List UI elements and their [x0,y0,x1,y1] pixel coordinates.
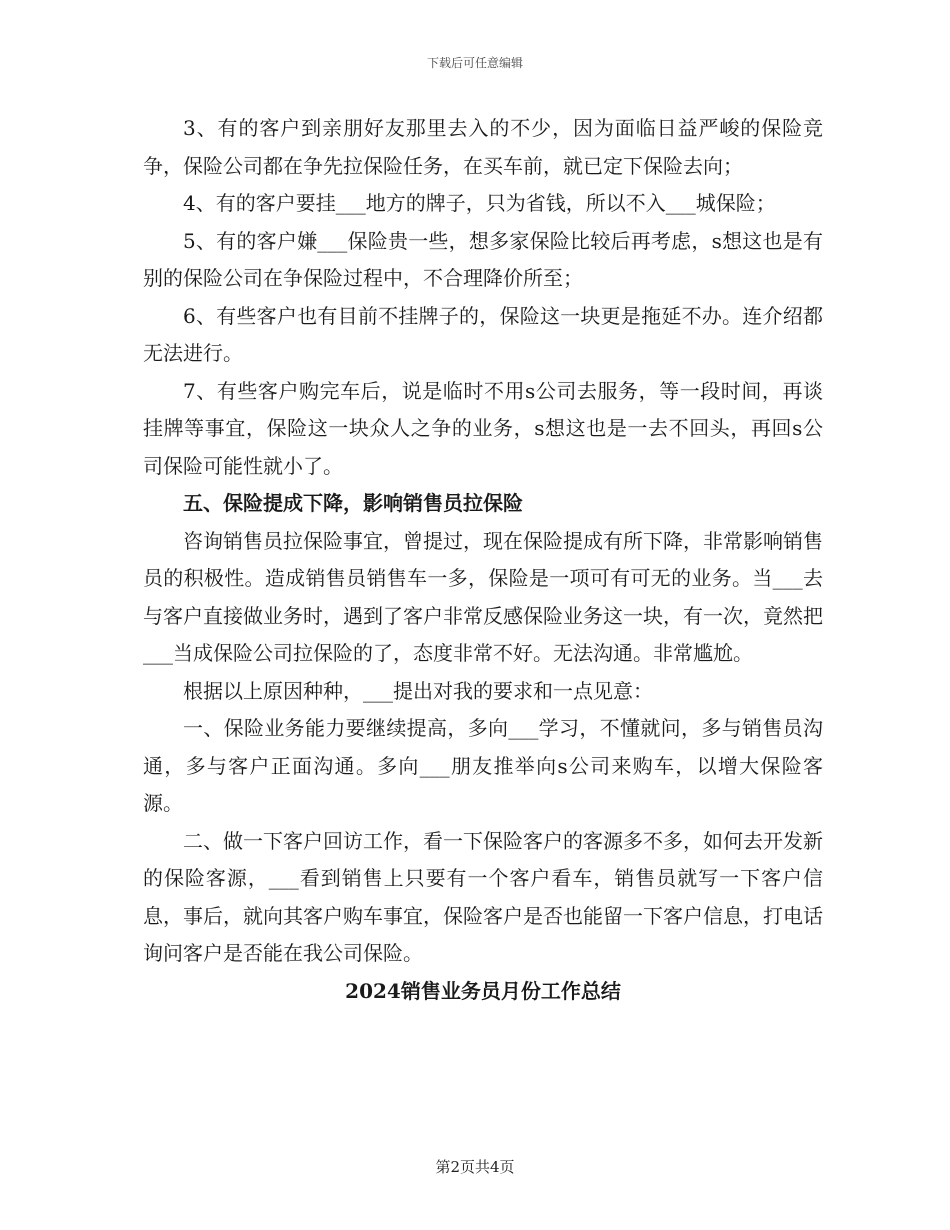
section-heading-5: 五、保险提成下降，影响销售员拉保险 [183,491,523,515]
paragraph-item-6: 6、有些客户也有目前不挂牌子的，保险这一块更是拖延不办。连介绍都无法进行。 [143,303,823,365]
page-footer: 第2页共4页 [435,1158,515,1176]
document-body [143,110,823,1010]
paragraph-item-3: 3、有的客户到亲朋好友那里去入的不少，因为面临日益严峻的保险竞争，保险公司都在争先拉保险任务，在买车前，就已定下保险去向； [143,116,823,178]
document-title: 2024销售业务员月份工作总结 [345,978,621,1003]
paragraph-requirement-2: 二、做一下客户回访工作，看一下保险客户的客源多不多，如何去开发新的保险客源，___看到销售上只要有一个客户看车，销售员就写一下客户信息，事后，就向其客户购车事宜，保险客户是否也能留一下客户信息，打电话询问客户是否能在我公司保险。 [143,828,823,965]
paragraph-item-7: 7、有些客户购完车后，说是临时不用s公司去服务，等一段时间，再谈挂牌等事宜，保险这一块众人之争的业务，s想这也是一去不回头，再回s公司保险可能性就小了。 [143,378,823,478]
paragraph-requirement-1: 一、保险业务能力要继续提高，多向___学习，不懂就问，多与销售员沟通，多与客户正面沟通。多向___朋友推举向s公司来购车，以增大保险客源。 [143,716,823,815]
paragraph-item-5: 5、有的客户嫌___保险贵一些，想多家保险比较后再考虑，s想这也是有别的保险公司在争保险过程中，不合理降价所至； [143,228,823,290]
paragraph-requirements-intro: 根据以上原因种种，___提出对我的要求和一点见意： [183,678,653,703]
paragraph-item-4: 4、有的客户要挂___地方的牌子，只为省钱，所以不入___城保险； [183,191,776,215]
paragraph-consult: 咨询销售员拉保险事宜，曾提过，现在保险提成有所下降，非常影响销售员的积极性。造成销售员销售车一多，保险是一项可有可无的业务。当___去与客户直接做业务时，遇到了客户非常反感保险业务这一块，有一次，竟然把___当成保险公司拉保险的了，态度非常不好。无法沟通。非常尴尬。 [143,528,823,665]
page-header: 下载后可任意编辑 [426,56,523,70]
